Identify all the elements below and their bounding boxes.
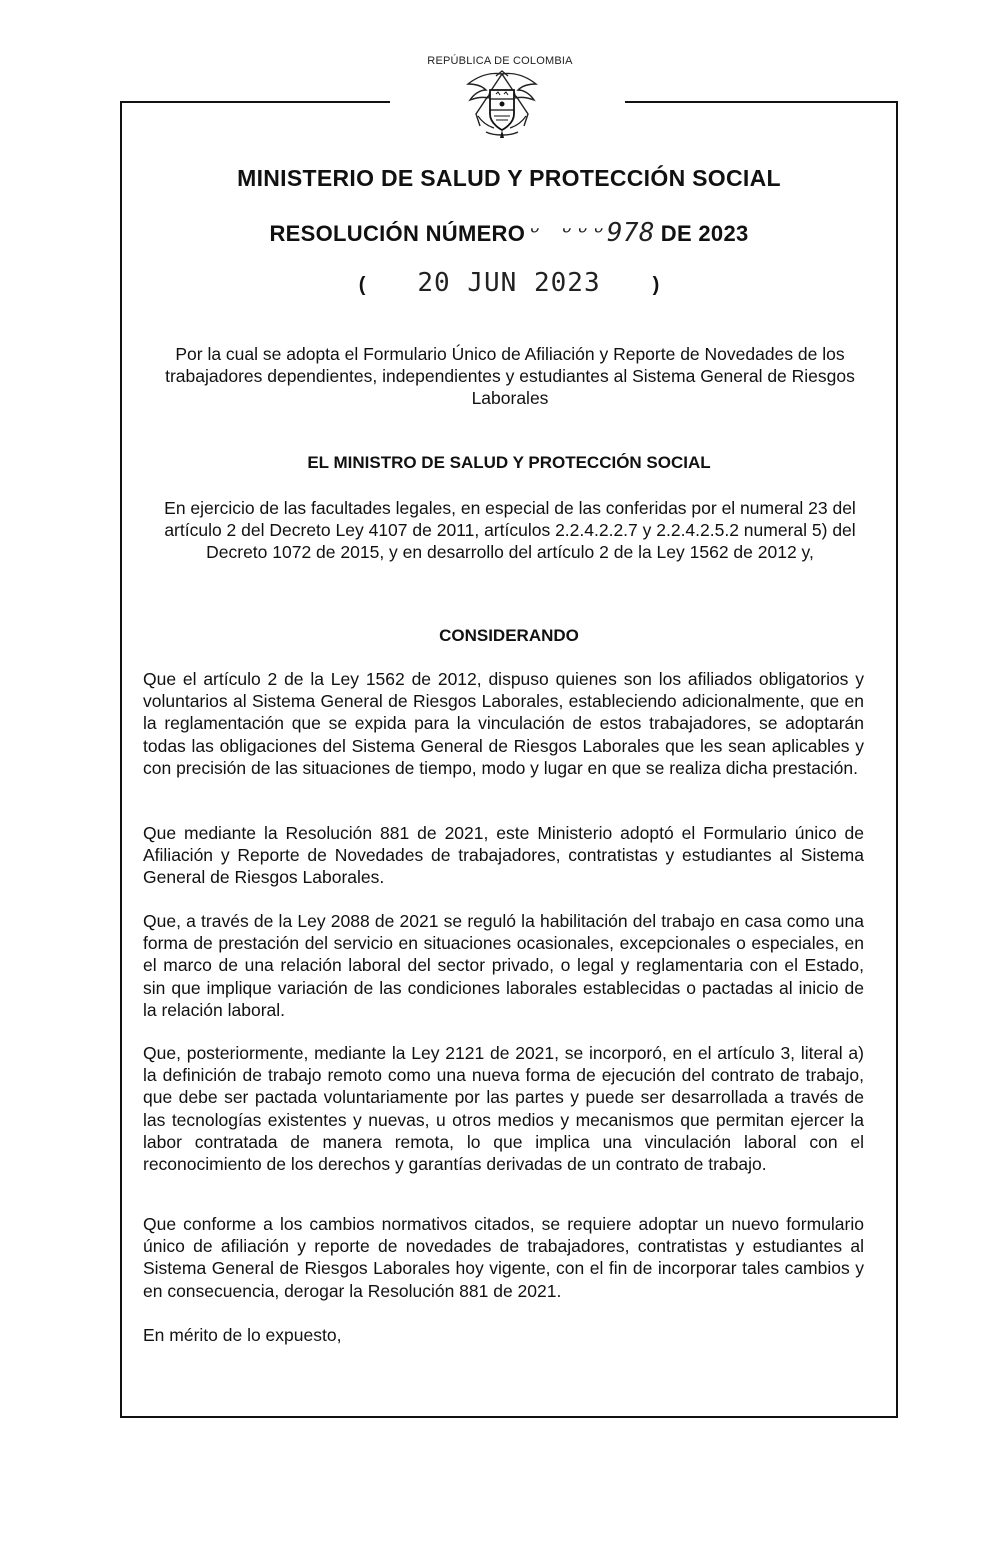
resolution-summary: Por la cual se adopta el Formulario Único de Afiliación y Reporte de Novedades de los trabajadores dependientes, independientes y estudiantes al Sistema General de Riesgos Laborales [165, 344, 855, 408]
date-close-paren: ) [652, 274, 660, 296]
date-stamp: 20 JUN 2023 [417, 268, 601, 298]
resolution-prefix: RESOLUCIÓN NÚMERO [269, 221, 526, 246]
minister-heading: EL MINISTRO DE SALUD Y PROTECCIÓN SOCIAL [307, 453, 711, 472]
resolution-date-line [120, 268, 898, 298]
considerando-paragraph: Que conforme a los cambios normativos citados, se requiere adoptar un nuevo formulario único de afiliación y reporte de novedades de trabajadores, contratistas y estudiantes al Sistema General de Riesgos Laborales hoy vigente, con el fin de incorporar tales cambios y en consecuencia, derogar la Resolución 881 de 2021. [143, 1214, 864, 1301]
coat-of-arms-icon [460, 70, 544, 142]
resolution-number-stamp: ᵕ ᵕᵕᵕ978 [527, 218, 655, 248]
considerando-paragraph: Que, a través de la Ley 2088 de 2021 se reguló la habilitación del trabajo en casa como una forma de prestación del servicio en situaciones ocasionales, excepcionales o especiales, en el marco de una relación laboral del sector privado, o legal y reglamentaria con el Estado, sin que implique variación de las condiciones laborales establecidas o pactadas al inicio de la relación laboral. [143, 911, 864, 1020]
resolution-number-line [120, 218, 898, 248]
considerando-paragraph: Que mediante la Resolución 881 de 2021, este Ministerio adoptó el Formulario único de Afiliación y Reporte de Novedades de trabajadores, contratistas y estudiantes al Sistema General de Riesgos Laborales. [143, 823, 864, 888]
resolution-year: DE 2023 [660, 221, 749, 246]
date-open-paren: ( [358, 274, 366, 296]
ministry-title: MINISTERIO DE SALUD Y PROTECCIÓN SOCIAL [237, 165, 781, 191]
republica-label: REPÚBLICA DE COLOMBIA [427, 55, 573, 67]
considerando-paragraph: Que, posteriormente, mediante la Ley 2121 de 2021, se incorporó, en el artículo 3, literal a) la definición de trabajo remoto como una nueva forma de ejecución del contrato de trabajo, que debe ser pactada voluntariamente por las partes y puede ser desarrollada a través de las tecnologías existentes y nuevas, u otros medios y mecanismos que permitan ejercer la labor contratada de manera remota, lo que implica una vinculación laboral con el reconocimiento de los derechos y garantías derivadas de un contrato de trabajo. [143, 1043, 864, 1175]
legal-preamble: En ejercicio de las facultades legales, en especial de las conferidas por el numeral 23 del artículo 2 del Decreto Ley 4107 de 2011, artículos 2.2.4.2.2.7 y 2.2.4.2.5.2 numeral 5) del Decreto 1072 de 2015, y en desarrollo del artículo 2 de la Ley 1562 de 2012 y, [164, 498, 856, 562]
considerando-paragraph: Que el artículo 2 de la Ley 1562 de 2012, dispuso quienes son los afiliados obligatorios y voluntarios al Sistema General de Riesgos Laborales, estableciendo adicionalmente, que en la reglamentación que se expida para la vinculación de estos trabajadores, se adoptarán todas las obligaciones del Sistema General de Riesgos Laborales que les sean aplicables y con precisión de las situaciones de tiempo, modo y lugar en que se realiza dicha prestación. [143, 669, 864, 778]
closing-phrase: En mérito de lo expuesto, [143, 1325, 342, 1345]
considerando-heading: CONSIDERANDO [439, 626, 579, 645]
